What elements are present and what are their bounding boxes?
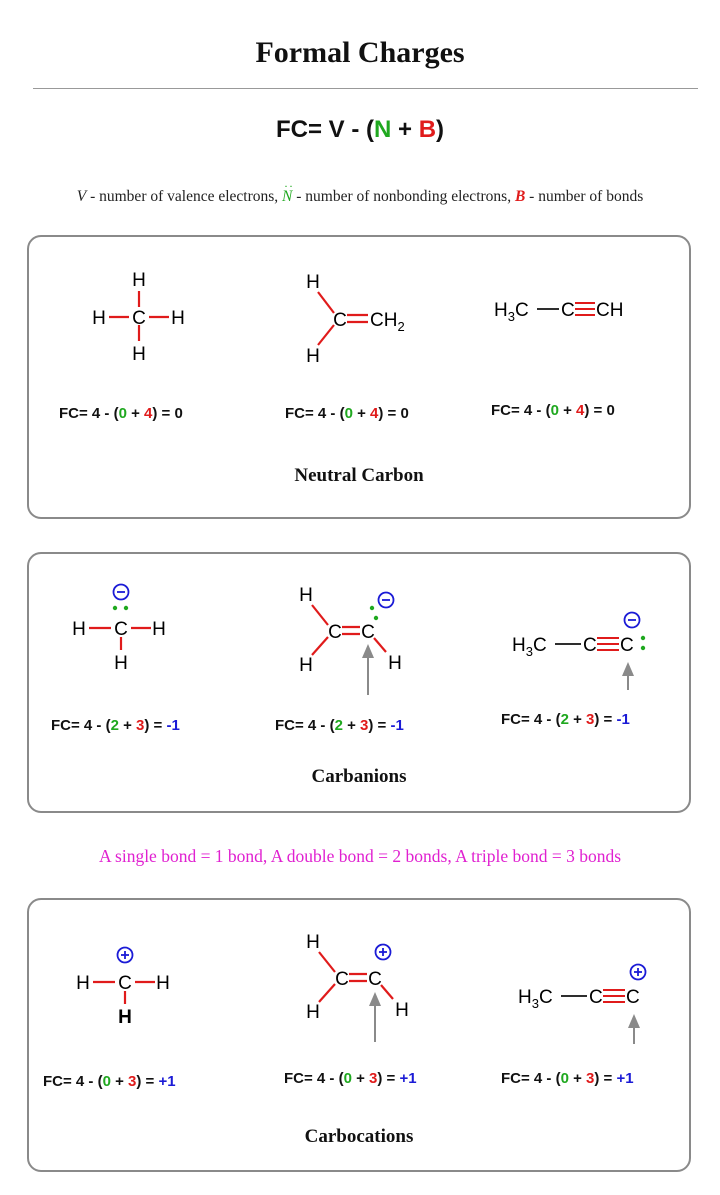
formula-close: ) (436, 116, 445, 143)
atom-hydrogen: H (118, 1007, 132, 1028)
group-h3c: $H_3C$ (512, 635, 547, 659)
atom-carbon: C (114, 619, 128, 640)
vinyl-cation-structure (291, 930, 431, 1050)
panel-carbanions (27, 552, 691, 813)
group-h3c: $H_3C$ (494, 300, 529, 324)
atom-hydrogen: H (152, 619, 166, 640)
arrow-head-icon (622, 662, 634, 676)
equation-methyl-cation: FC= 4 - (0 + 3) = +1 (43, 1073, 176, 1090)
lone-pair-dot (374, 616, 378, 620)
atom-hydrogen: H (132, 270, 146, 291)
propyne-structure (491, 277, 641, 327)
atom-hydrogen: H (72, 619, 86, 640)
lone-pair-dot (641, 636, 645, 640)
atom-hydrogen: H (92, 308, 106, 329)
lone-pair-dot (113, 606, 117, 610)
equation-methyl-anion: FC= 4 - (2 + 3) = -1 (51, 717, 180, 734)
atom-carbon: C (328, 622, 342, 643)
equation-propynyl-cation: FC= 4 - (0 + 3) = +1 (501, 1070, 634, 1087)
title-divider (33, 88, 698, 89)
atom-hydrogen: H (306, 932, 320, 953)
legend-b: B (514, 188, 526, 205)
propynyl-anion-structure (509, 604, 669, 700)
group-h3c: $H_3C$ (518, 987, 553, 1011)
atom-carbon: C (561, 300, 575, 321)
arrow-head-icon (362, 644, 374, 658)
arrow-head-icon (628, 1014, 640, 1028)
lone-pair-dot (124, 606, 128, 610)
atom-hydrogen: H (388, 653, 402, 674)
atom-carbon: C (368, 969, 382, 990)
atom-hydrogen: H (306, 1002, 320, 1023)
atom-carbon: C (620, 635, 634, 656)
formula-b: B (418, 116, 437, 143)
equation-vinyl-cation: FC= 4 - (0 + 3) = +1 (284, 1070, 417, 1087)
ethylene-structure (284, 265, 424, 375)
formula-n: N (373, 116, 392, 143)
lone-pair-dot (641, 646, 645, 650)
atom-hydrogen: H (156, 973, 170, 994)
atom-carbon: C (626, 987, 640, 1008)
atom-hydrogen: H (132, 344, 146, 365)
atom-carbon: C (118, 973, 132, 994)
atom-hydrogen: H (299, 655, 313, 676)
equation-propynyl-anion: FC= 4 - (2 + 3) = -1 (501, 711, 630, 728)
group-ch: CH (596, 300, 624, 321)
atom-hydrogen: H (306, 272, 320, 293)
methyl-anion-structure (65, 580, 185, 680)
equation-vinyl-anion: FC= 4 - (2 + 3) = -1 (275, 717, 404, 734)
atom-carbon: C (132, 308, 146, 329)
atom-carbon: C (583, 635, 597, 656)
atom-hydrogen: H (395, 1000, 409, 1021)
atom-hydrogen: H (114, 653, 128, 674)
atom-hydrogen: H (306, 346, 320, 367)
equation-ethylene: FC= 4 - (0 + 4) = 0 (285, 405, 409, 422)
atom-carbon: C (333, 310, 347, 331)
page-title: Formal Charges (255, 36, 465, 69)
arrow-head-icon (369, 992, 381, 1006)
legend-n: N ·· (282, 179, 295, 205)
atom-carbon: C (335, 969, 349, 990)
atom-carbon: C (361, 622, 375, 643)
legend-b-text: - number of bonds (525, 188, 644, 205)
legend-v-text: - number of valence electrons, (86, 188, 283, 205)
formula-lhs: FC= V - ( (275, 116, 374, 143)
panel-neutral-carbon (27, 235, 691, 519)
atom-hydrogen: H (76, 973, 90, 994)
methyl-cation-structure (69, 942, 189, 1032)
atom-carbon: C (589, 987, 603, 1008)
variable-legend (0, 179, 720, 206)
panel-caption: Carbanions (311, 766, 407, 787)
panel-carbocations (27, 898, 691, 1172)
group-ch2: $CH_2$ (370, 310, 405, 334)
atom-hydrogen: H (299, 585, 313, 606)
equation-propyne: FC= 4 - (0 + 4) = 0 (491, 402, 615, 419)
formula-plus: + (391, 116, 419, 143)
propynyl-cation-structure (515, 956, 675, 1052)
formal-charge-formula (0, 116, 720, 144)
bond-count-note: A single bond = 1 bond, A double bond = 2 bonds, A triple bond = 3 bonds (98, 846, 622, 866)
methane-structure (79, 265, 189, 375)
vinyl-anion-structure (284, 580, 424, 700)
equation-methane: FC= 4 - (0 + 4) = 0 (59, 405, 183, 422)
legend-v: V (76, 188, 87, 205)
lone-pair-dot (370, 606, 374, 610)
panel-caption: Carbocations (304, 1126, 414, 1147)
legend-n-text: - number of nonbonding electrons, (292, 188, 515, 205)
atom-hydrogen: H (171, 308, 185, 329)
panel-caption: Neutral Carbon (294, 465, 424, 486)
